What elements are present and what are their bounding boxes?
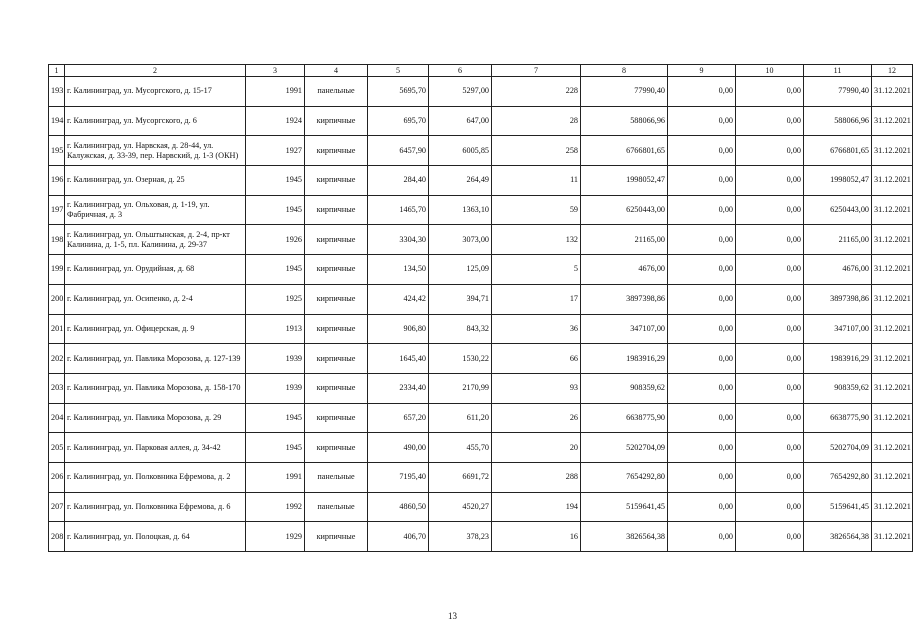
cell-col-8: 4676,00 [581, 255, 668, 285]
cell-col-7: 36 [492, 314, 581, 344]
cell-col-12: 31.12.2021 [872, 373, 913, 403]
cell-col-2: г. Калининград, ул. Орудийная, д. 68 [65, 255, 246, 285]
cell-col-1: 197 [49, 195, 65, 225]
cell-col-8: 77990,40 [581, 77, 668, 107]
cell-col-9: 0,00 [668, 344, 736, 374]
cell-col-12: 31.12.2021 [872, 106, 913, 136]
cell-col-10: 0,00 [736, 136, 804, 166]
cell-col-11: 6638775,90 [804, 403, 872, 433]
cell-col-2: г. Калининград, ул. Полковника Ефремова, д. 6 [65, 492, 246, 522]
cell-col-5: 4860,50 [368, 492, 429, 522]
cell-col-3: 1945 [246, 433, 305, 463]
cell-col-12: 31.12.2021 [872, 166, 913, 196]
cell-col-8: 5202704,09 [581, 433, 668, 463]
cell-col-4: кирпичные [305, 344, 368, 374]
cell-col-11: 1998052,47 [804, 166, 872, 196]
page-number: 13 [448, 611, 457, 621]
cell-col-1: 207 [49, 492, 65, 522]
cell-col-6: 264,49 [429, 166, 492, 196]
cell-col-7: 93 [492, 373, 581, 403]
cell-col-6: 125,09 [429, 255, 492, 285]
cell-col-10: 0,00 [736, 462, 804, 492]
cell-col-12: 31.12.2021 [872, 403, 913, 433]
cell-col-4: кирпичные [305, 195, 368, 225]
cell-col-4: кирпичные [305, 373, 368, 403]
cell-col-4: кирпичные [305, 255, 368, 285]
cell-col-9: 0,00 [668, 373, 736, 403]
cell-col-10: 0,00 [736, 492, 804, 522]
cell-col-10: 0,00 [736, 77, 804, 107]
cell-col-11: 3826564,38 [804, 522, 872, 552]
cell-col-4: кирпичные [305, 225, 368, 255]
column-header-5: 5 [368, 65, 429, 77]
cell-col-12: 31.12.2021 [872, 77, 913, 107]
cell-col-9: 0,00 [668, 403, 736, 433]
cell-col-5: 695,70 [368, 106, 429, 136]
cell-col-3: 1939 [246, 373, 305, 403]
cell-col-3: 1925 [246, 284, 305, 314]
cell-col-10: 0,00 [736, 373, 804, 403]
cell-col-1: 199 [49, 255, 65, 285]
cell-col-1: 198 [49, 225, 65, 255]
column-header-12: 12 [872, 65, 913, 77]
cell-col-7: 194 [492, 492, 581, 522]
cell-col-3: 1926 [246, 225, 305, 255]
cell-col-2: г. Калининград, ул. Озерная, д. 25 [65, 166, 246, 196]
cell-col-9: 0,00 [668, 314, 736, 344]
cell-col-6: 1363,10 [429, 195, 492, 225]
cell-col-3: 1924 [246, 106, 305, 136]
cell-col-12: 31.12.2021 [872, 255, 913, 285]
cell-col-3: 1939 [246, 344, 305, 374]
cell-col-8: 3897398,86 [581, 284, 668, 314]
column-header-3: 3 [246, 65, 305, 77]
cell-col-9: 0,00 [668, 195, 736, 225]
table-row [49, 373, 913, 403]
cell-col-9: 0,00 [668, 255, 736, 285]
cell-col-8: 3826564,38 [581, 522, 668, 552]
cell-col-11: 5202704,09 [804, 433, 872, 463]
table-row [49, 462, 913, 492]
cell-col-3: 1991 [246, 462, 305, 492]
cell-col-1: 196 [49, 166, 65, 196]
cell-col-1: 205 [49, 433, 65, 463]
housing-register-table [48, 64, 913, 552]
cell-col-5: 406,70 [368, 522, 429, 552]
table-row [49, 433, 913, 463]
cell-col-1: 193 [49, 77, 65, 107]
cell-col-10: 0,00 [736, 433, 804, 463]
column-header-2: 2 [65, 65, 246, 77]
cell-col-10: 0,00 [736, 166, 804, 196]
cell-col-12: 31.12.2021 [872, 492, 913, 522]
cell-col-10: 0,00 [736, 255, 804, 285]
cell-col-1: 202 [49, 344, 65, 374]
cell-col-7: 228 [492, 77, 581, 107]
cell-col-2: г. Калининград, ул. Осипенко, д. 2-4 [65, 284, 246, 314]
cell-col-1: 195 [49, 136, 65, 166]
cell-col-3: 1945 [246, 403, 305, 433]
table-row [49, 492, 913, 522]
column-header-9: 9 [668, 65, 736, 77]
cell-col-2: г. Калининград, ул. Мусоргского, д. 6 [65, 106, 246, 136]
cell-col-5: 906,80 [368, 314, 429, 344]
cell-col-11: 347107,00 [804, 314, 872, 344]
cell-col-4: панельные [305, 462, 368, 492]
column-header-10: 10 [736, 65, 804, 77]
cell-col-2: г. Калининград, ул. Полоцкая, д. 64 [65, 522, 246, 552]
cell-col-9: 0,00 [668, 284, 736, 314]
cell-col-11: 588066,96 [804, 106, 872, 136]
cell-col-11: 21165,00 [804, 225, 872, 255]
cell-col-5: 2334,40 [368, 373, 429, 403]
cell-col-6: 647,00 [429, 106, 492, 136]
cell-col-10: 0,00 [736, 344, 804, 374]
cell-col-6: 455,70 [429, 433, 492, 463]
cell-col-7: 17 [492, 284, 581, 314]
cell-col-7: 288 [492, 462, 581, 492]
column-header-6: 6 [429, 65, 492, 77]
cell-col-5: 5695,70 [368, 77, 429, 107]
cell-col-11: 3897398,86 [804, 284, 872, 314]
table-row [49, 522, 913, 552]
cell-col-1: 194 [49, 106, 65, 136]
cell-col-8: 588066,96 [581, 106, 668, 136]
cell-col-10: 0,00 [736, 314, 804, 344]
cell-col-3: 1991 [246, 77, 305, 107]
cell-col-1: 208 [49, 522, 65, 552]
cell-col-2: г. Калининград, ул. Павлика Морозова, д. 29 [65, 403, 246, 433]
cell-col-9: 0,00 [668, 77, 736, 107]
cell-col-4: кирпичные [305, 522, 368, 552]
cell-col-7: 59 [492, 195, 581, 225]
cell-col-5: 1465,70 [368, 195, 429, 225]
cell-col-7: 258 [492, 136, 581, 166]
cell-col-5: 3304,30 [368, 225, 429, 255]
table-row [49, 314, 913, 344]
cell-col-10: 0,00 [736, 284, 804, 314]
cell-col-8: 6250443,00 [581, 195, 668, 225]
cell-col-4: кирпичные [305, 106, 368, 136]
column-header-7: 7 [492, 65, 581, 77]
cell-col-7: 16 [492, 522, 581, 552]
cell-col-2: г. Калининград, ул. Мусоргского, д. 15-17 [65, 77, 246, 107]
table-row [49, 166, 913, 196]
cell-col-6: 1530,22 [429, 344, 492, 374]
column-header-4: 4 [305, 65, 368, 77]
cell-col-7: 26 [492, 403, 581, 433]
cell-col-12: 31.12.2021 [872, 462, 913, 492]
cell-col-3: 1927 [246, 136, 305, 166]
cell-col-1: 206 [49, 462, 65, 492]
cell-col-11: 6250443,00 [804, 195, 872, 225]
cell-col-4: кирпичные [305, 284, 368, 314]
cell-col-12: 31.12.2021 [872, 314, 913, 344]
cell-col-2: г. Калининград, ул. Нарвская, д. 28-44, ул. Калужская, д. 33-39, пер. Нарвский, д. 1-3 (ОКН) [65, 136, 246, 166]
cell-col-11: 6766801,65 [804, 136, 872, 166]
cell-col-5: 6457,90 [368, 136, 429, 166]
cell-col-8: 908359,62 [581, 373, 668, 403]
cell-col-6: 3073,00 [429, 225, 492, 255]
table-row [49, 77, 913, 107]
cell-col-5: 1645,40 [368, 344, 429, 374]
cell-col-9: 0,00 [668, 106, 736, 136]
cell-col-10: 0,00 [736, 225, 804, 255]
cell-col-12: 31.12.2021 [872, 225, 913, 255]
cell-col-10: 0,00 [736, 195, 804, 225]
cell-col-11: 77990,40 [804, 77, 872, 107]
table-body [49, 77, 913, 552]
cell-col-6: 611,20 [429, 403, 492, 433]
cell-col-6: 6691,72 [429, 462, 492, 492]
cell-col-4: кирпичные [305, 433, 368, 463]
cell-col-3: 1929 [246, 522, 305, 552]
cell-col-5: 134,50 [368, 255, 429, 285]
column-header-1: 1 [49, 65, 65, 77]
cell-col-2: г. Калининград, ул. Парковая аллея, д. 34-42 [65, 433, 246, 463]
cell-col-2: г. Калининград, ул. Павлика Морозова, д. 158-170 [65, 373, 246, 403]
cell-col-4: кирпичные [305, 314, 368, 344]
cell-col-8: 21165,00 [581, 225, 668, 255]
cell-col-6: 378,23 [429, 522, 492, 552]
table-row [49, 403, 913, 433]
cell-col-9: 0,00 [668, 522, 736, 552]
cell-col-2: г. Калининград, ул. Полковника Ефремова, д. 2 [65, 462, 246, 492]
cell-col-2: г. Калининград, ул. Офицерская, д. 9 [65, 314, 246, 344]
cell-col-9: 0,00 [668, 225, 736, 255]
cell-col-5: 424,42 [368, 284, 429, 314]
cell-col-12: 31.12.2021 [872, 195, 913, 225]
cell-col-6: 2170,99 [429, 373, 492, 403]
cell-col-9: 0,00 [668, 433, 736, 463]
cell-col-8: 7654292,80 [581, 462, 668, 492]
cell-col-3: 1945 [246, 255, 305, 285]
cell-col-6: 6005,85 [429, 136, 492, 166]
cell-col-8: 1983916,29 [581, 344, 668, 374]
cell-col-12: 31.12.2021 [872, 344, 913, 374]
cell-col-8: 6766801,65 [581, 136, 668, 166]
cell-col-6: 843,32 [429, 314, 492, 344]
cell-col-1: 204 [49, 403, 65, 433]
cell-col-12: 31.12.2021 [872, 433, 913, 463]
cell-col-4: кирпичные [305, 403, 368, 433]
cell-col-12: 31.12.2021 [872, 522, 913, 552]
cell-col-8: 6638775,90 [581, 403, 668, 433]
cell-col-5: 657,20 [368, 403, 429, 433]
cell-col-5: 7195,40 [368, 462, 429, 492]
table-row [49, 136, 913, 166]
cell-col-6: 5297,00 [429, 77, 492, 107]
cell-col-9: 0,00 [668, 492, 736, 522]
cell-col-8: 347107,00 [581, 314, 668, 344]
cell-col-7: 20 [492, 433, 581, 463]
cell-col-12: 31.12.2021 [872, 136, 913, 166]
cell-col-4: кирпичные [305, 166, 368, 196]
cell-col-4: панельные [305, 77, 368, 107]
table-row [49, 344, 913, 374]
cell-col-8: 1998052,47 [581, 166, 668, 196]
cell-col-1: 201 [49, 314, 65, 344]
column-number-row [49, 65, 913, 77]
cell-col-7: 66 [492, 344, 581, 374]
column-header-11: 11 [804, 65, 872, 77]
cell-col-5: 490,00 [368, 433, 429, 463]
cell-col-11: 908359,62 [804, 373, 872, 403]
cell-col-3: 1913 [246, 314, 305, 344]
cell-col-12: 31.12.2021 [872, 284, 913, 314]
cell-col-11: 7654292,80 [804, 462, 872, 492]
cell-col-7: 28 [492, 106, 581, 136]
cell-col-6: 394,71 [429, 284, 492, 314]
table-row [49, 106, 913, 136]
cell-col-3: 1945 [246, 195, 305, 225]
table-row [49, 195, 913, 225]
cell-col-4: панельные [305, 492, 368, 522]
cell-col-11: 1983916,29 [804, 344, 872, 374]
cell-col-7: 11 [492, 166, 581, 196]
cell-col-10: 0,00 [736, 403, 804, 433]
cell-col-10: 0,00 [736, 522, 804, 552]
cell-col-9: 0,00 [668, 166, 736, 196]
cell-col-3: 1945 [246, 166, 305, 196]
table-row [49, 255, 913, 285]
cell-col-2: г. Калининград, ул. Ольховая, д. 1-19, ул. Фабричная, д. 3 [65, 195, 246, 225]
cell-col-2: г. Калининград, ул. Павлика Морозова, д. 127-139 [65, 344, 246, 374]
cell-col-5: 284,40 [368, 166, 429, 196]
table-row [49, 225, 913, 255]
cell-col-11: 4676,00 [804, 255, 872, 285]
cell-col-3: 1992 [246, 492, 305, 522]
cell-col-7: 5 [492, 255, 581, 285]
cell-col-11: 5159641,45 [804, 492, 872, 522]
table-row [49, 284, 913, 314]
cell-col-2: г. Калининград, ул. Ольштынская, д. 2-4, пр-кт Калинина, д. 1-5, пл. Калинина, д. 29-37 [65, 225, 246, 255]
cell-col-9: 0,00 [668, 462, 736, 492]
cell-col-6: 4520,27 [429, 492, 492, 522]
column-header-8: 8 [581, 65, 668, 77]
cell-col-7: 132 [492, 225, 581, 255]
cell-col-10: 0,00 [736, 106, 804, 136]
cell-col-1: 200 [49, 284, 65, 314]
cell-col-1: 203 [49, 373, 65, 403]
cell-col-9: 0,00 [668, 136, 736, 166]
cell-col-8: 5159641,45 [581, 492, 668, 522]
cell-col-4: кирпичные [305, 136, 368, 166]
